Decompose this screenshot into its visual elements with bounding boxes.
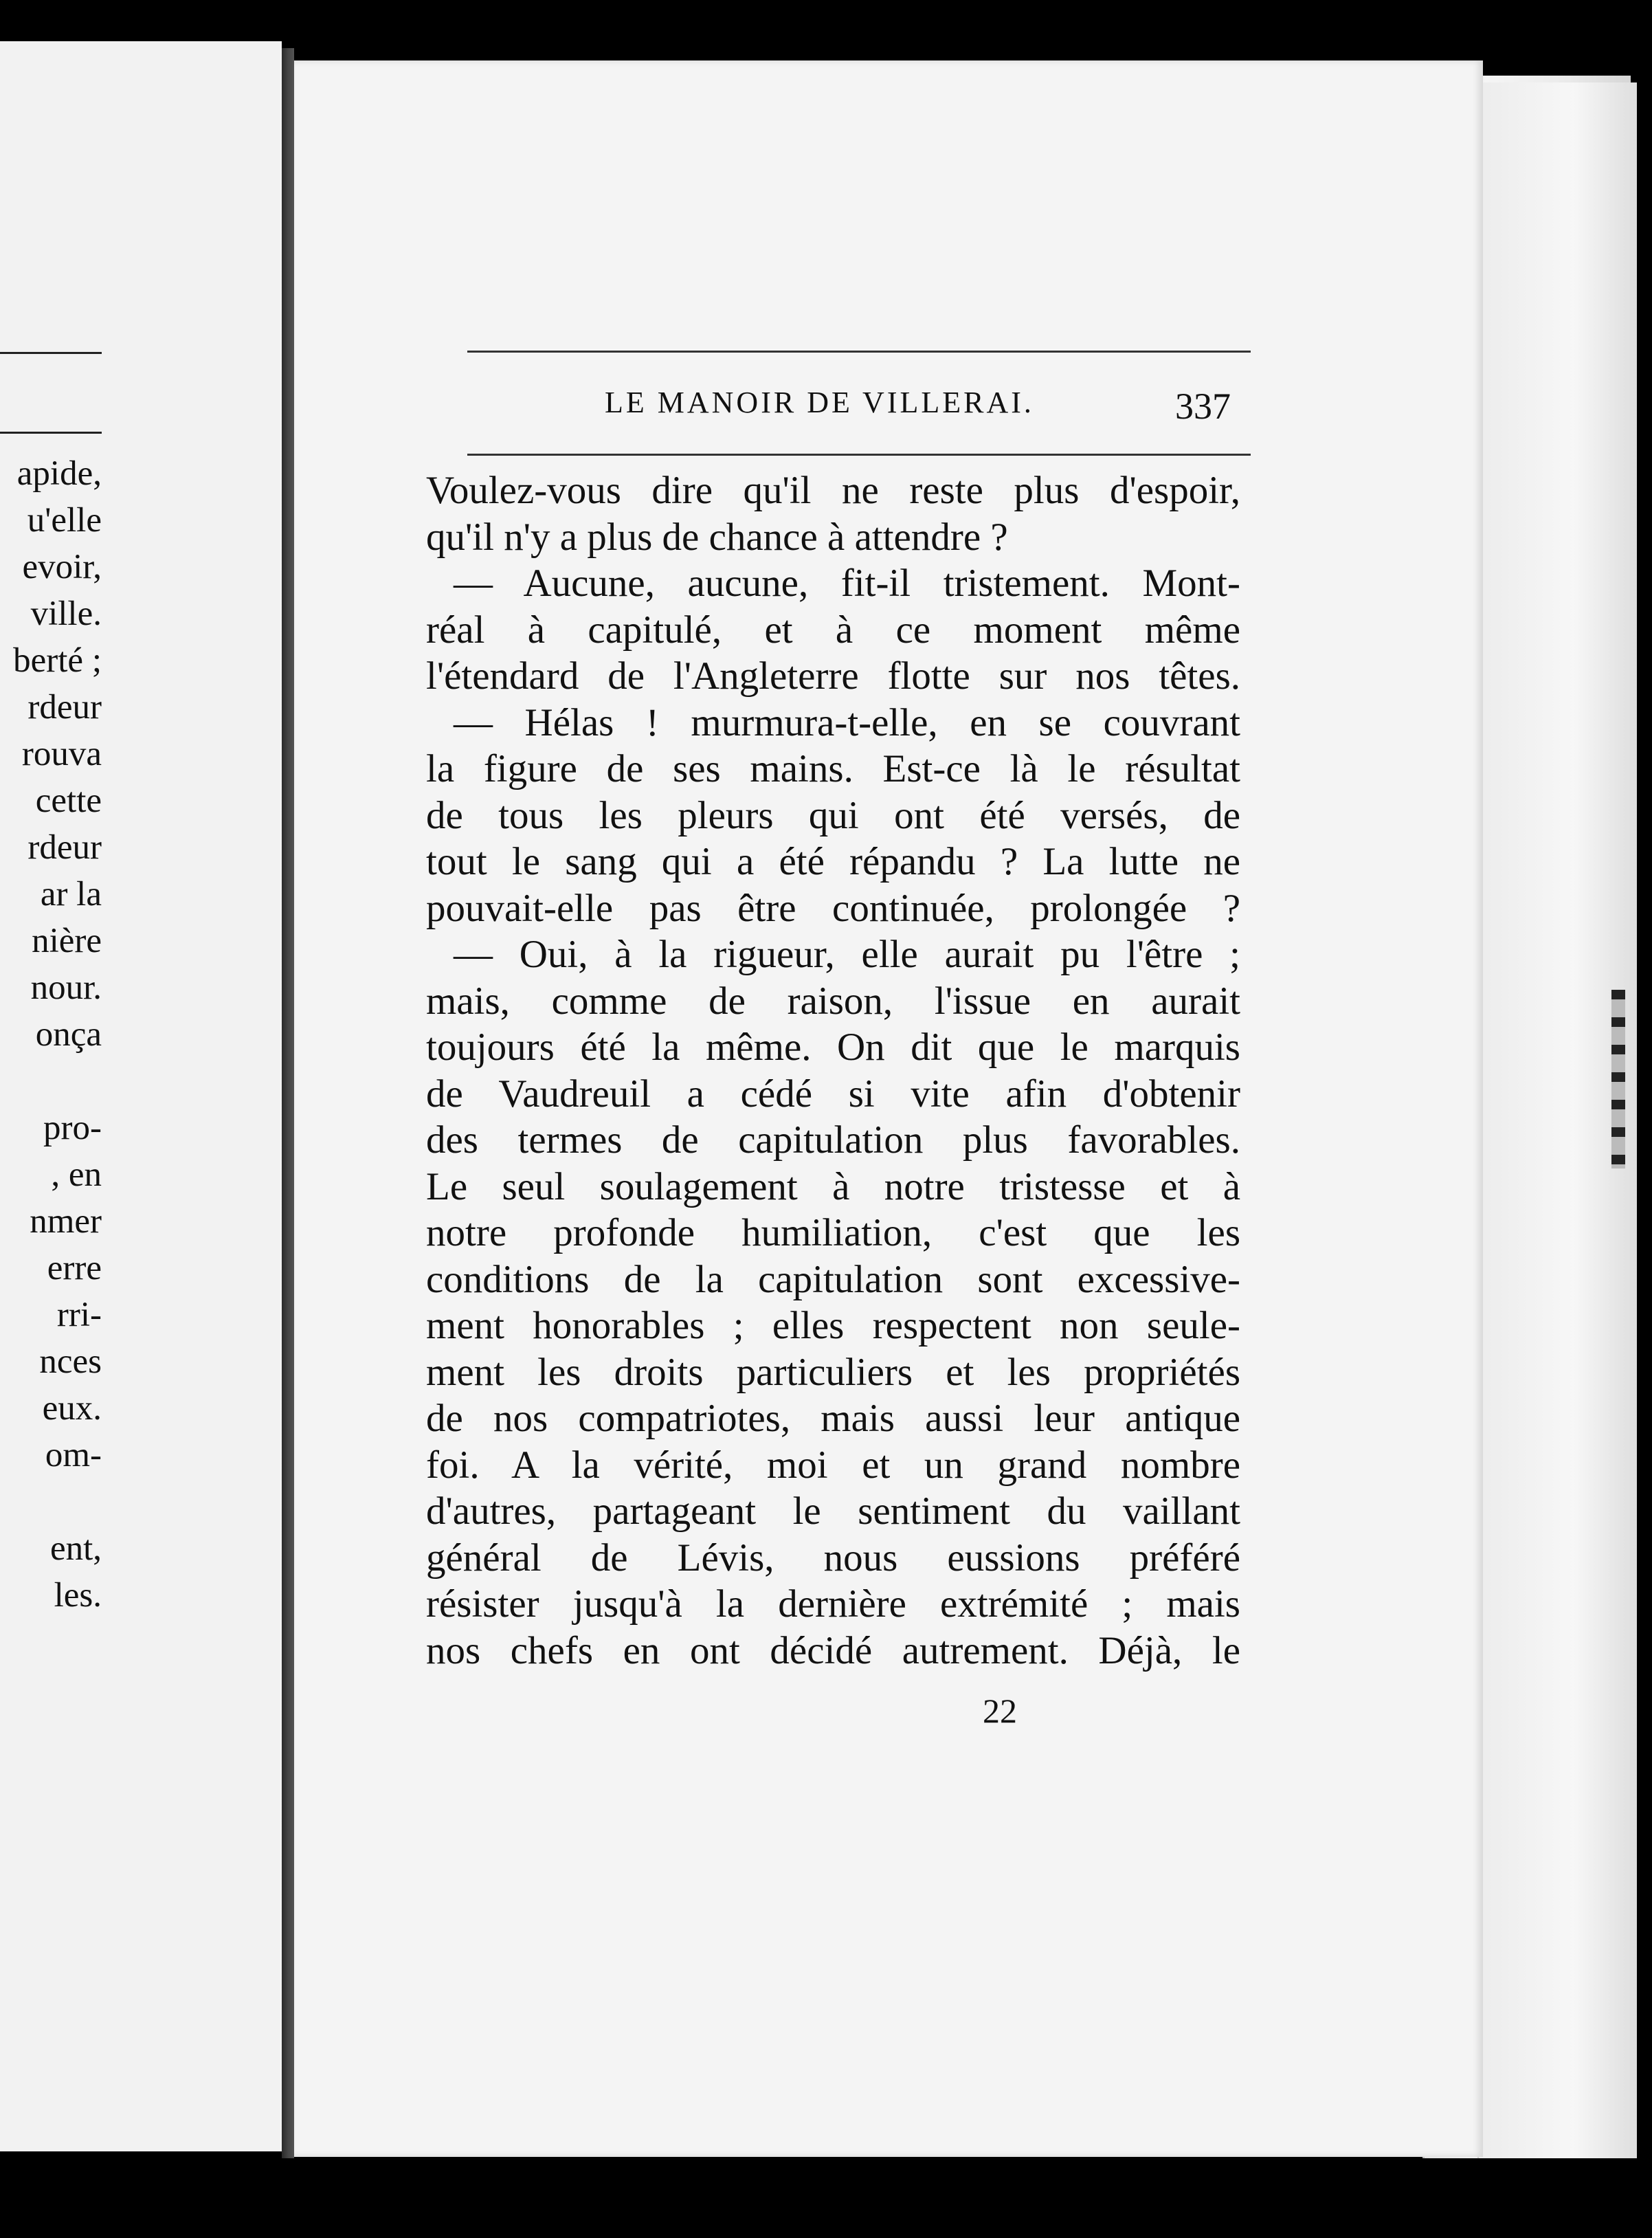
text-line: — Aucune, aucune, fit-il tristement. Mont- [454, 562, 1240, 605]
left-line: rdeur [27, 688, 102, 727]
left-line: , en [51, 1155, 102, 1194]
left-line: eux. [42, 1389, 102, 1428]
left-line: nces [39, 1342, 102, 1381]
text-line: ment honorables ; elles respectent non seule- [426, 1304, 1240, 1347]
left-line: u'elle [27, 501, 102, 540]
body-text [426, 467, 1240, 1674]
signature-mark: 22 [983, 1692, 1017, 1730]
text-line: l'étendard de l'Angleterre flotte sur nos têtes. [426, 654, 1240, 698]
text-line: d'autres, partageant le sentiment du vaillant [426, 1489, 1240, 1533]
text-line: foi. A la vérité, moi et un grand nombre [426, 1443, 1240, 1487]
header-bottom-rule [467, 454, 1251, 456]
left-line: nmer [30, 1202, 102, 1241]
left-line: rdeur [27, 828, 102, 867]
left-line: onça [35, 1015, 102, 1054]
page-number: 337 [1175, 386, 1231, 427]
left-page-top-rule [0, 352, 102, 354]
left-line [0, 1478, 102, 1525]
left-line: nour. [30, 968, 102, 1007]
left-line: ville. [30, 595, 102, 633]
text-line: conditions de la capitulation sont excessive- [426, 1257, 1240, 1301]
left-line: rri- [56, 1296, 102, 1334]
text-line: de Vaudreuil a cédé si vite afin d'obtenir [426, 1072, 1240, 1116]
left-line: om- [45, 1436, 102, 1474]
text-line: résister jusqu'à la dernière extrémité ; mais [426, 1582, 1240, 1626]
text-line: des termes de capitulation plus favorables. [426, 1118, 1240, 1162]
left-line: les. [54, 1576, 102, 1615]
left-line: evoir, [22, 548, 102, 586]
text-line: — Oui, à la rigueur, elle aurait pu l'être ; [454, 933, 1240, 976]
left-line: nière [32, 922, 102, 960]
text-line: notre profonde humiliation, c'est que les [426, 1211, 1240, 1254]
text-line: de tous les pleurs qui ont été versés, de [426, 793, 1240, 837]
header-top-rule [467, 351, 1251, 353]
text-line: la figure de ses mains. Est-ce là le résultat [426, 747, 1240, 790]
left-page-bottom-rule [0, 432, 102, 434]
left-line: rouva [21, 735, 102, 773]
running-head: LE MANOIR DE VILLERAI. [605, 386, 1034, 419]
text-line: tout le sang qui a été répandu ? La lutte ne [426, 840, 1240, 883]
left-line: berté ; [13, 641, 102, 680]
book-gutter [282, 48, 294, 2158]
text-line: général de Lévis, nous eussions préféré [426, 1536, 1240, 1580]
left-line: erre [47, 1249, 102, 1287]
left-facing-page [0, 41, 282, 2151]
text-line: ment les droits particuliers et les propriétés [426, 1350, 1240, 1394]
left-line: ar la [40, 875, 102, 913]
left-line: apide, [16, 454, 102, 493]
text-line: qu'il n'y a plus de chance à attendre ? [426, 515, 1008, 559]
left-line: cette [35, 782, 102, 820]
page-edge-tabs [1611, 990, 1625, 1168]
left-line: pro- [43, 1109, 102, 1147]
text-line: Le seul soulagement à notre tristesse et à [426, 1164, 1240, 1208]
left-line [0, 1058, 102, 1105]
left-page-text [0, 450, 102, 1619]
text-line: de nos compatriotes, mais aussi leur antique [426, 1397, 1240, 1440]
text-line: réal à capitulé, et à ce moment même [426, 608, 1240, 652]
text-line: toujours été la même. On dit que le marquis [426, 1026, 1240, 1069]
left-line: ent, [49, 1529, 102, 1568]
text-line: — Hélas ! murmura-t-elle, en se couvrant [454, 700, 1240, 744]
text-line: Voulez-vous dire qu'il ne reste plus d'espoir, [426, 469, 1240, 512]
text-line: nos chefs en ont décidé autrement. Déjà, le [426, 1628, 1240, 1672]
text-line: pouvait-elle pas être continuée, prolongée ? [426, 886, 1240, 930]
text-line: mais, comme de raison, l'issue en aurait [426, 979, 1240, 1023]
